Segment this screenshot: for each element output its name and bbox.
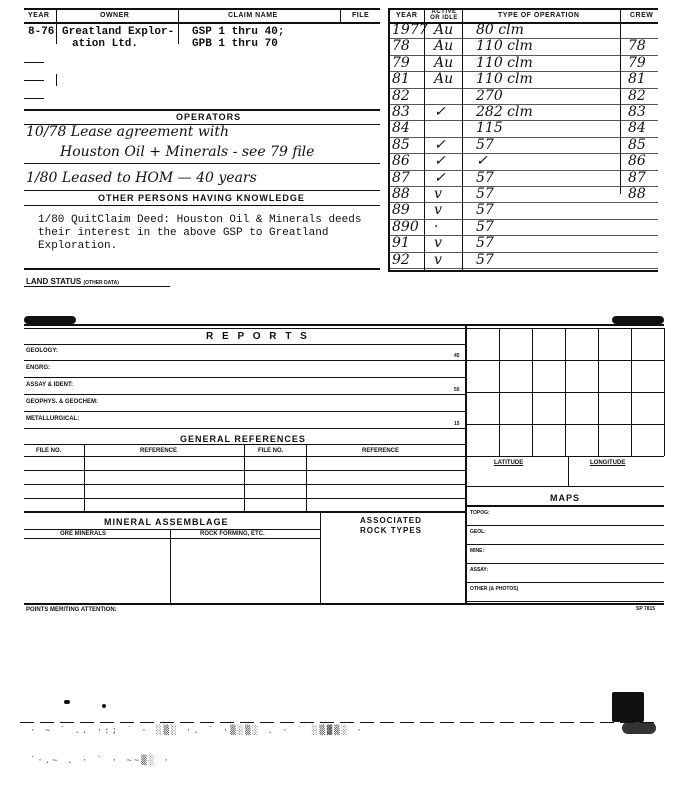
operator-note-2: Houston Oil + Minerals - see 79 file	[60, 144, 315, 160]
ops-status-2: Au	[434, 54, 454, 71]
ops-status-5: ✓	[434, 104, 446, 120]
operator-note-3: 1/80 Leased to HOM — 40 years	[26, 170, 257, 186]
ops-type-0: 80 clm	[476, 22, 524, 38]
ops-year-4: 82	[392, 87, 410, 104]
associated-label: ASSOCIATED	[360, 516, 422, 525]
ref-col-reference: REFERENCE	[140, 448, 178, 454]
owner-row-claim: GSP 1 thru 40;	[192, 26, 285, 38]
report-row-label-3: GEOPHYS. & GEOCHEM:	[26, 399, 99, 405]
ops-crew-4: 82	[628, 87, 646, 104]
maps-title: MAPS	[550, 493, 581, 503]
map-row-label-1: GEOL:	[470, 529, 486, 535]
report-row-num-0: 45	[454, 353, 460, 359]
ops-year-8: 86	[392, 153, 410, 170]
ops-status-14: v	[434, 251, 442, 268]
ops-type-11: 57	[476, 202, 494, 219]
knowledge-note: 1/80 QuitClaim Deed: Houston Oil & Minerals deeds their interest in the above GSP to Greatland Exploration.	[38, 214, 362, 252]
ops-year-10: 88	[392, 186, 410, 202]
operator-note-1: 10/78 Lease agreement with	[26, 124, 229, 140]
ops-year-11: 89	[392, 202, 410, 219]
ops-type-9: 57	[476, 169, 494, 186]
ops-year-0: 1977	[392, 22, 428, 38]
mineral-assemblage-title: MINERAL ASSEMBLAGE	[104, 517, 229, 527]
rock-forming-label: ROCK FORMING, ETC.	[200, 531, 265, 537]
ops-type-7: 57	[476, 136, 494, 153]
report-row-label-2: ASSAY & IDENT:	[26, 382, 74, 388]
ops-crew-5: 83	[628, 104, 646, 120]
map-row-label-0: TOPOG:	[470, 510, 490, 516]
knowledge-label: OTHER PERSONS HAVING KNOWLEDGE	[98, 193, 305, 203]
scan-blot-2	[622, 722, 656, 734]
ops-crew-2: 79	[628, 54, 646, 71]
col-claim-header: CLAIM NAME	[228, 12, 278, 19]
ref-col-file-no: FILE NO.	[36, 448, 62, 454]
ops-type-13: 57	[476, 235, 494, 252]
ref-col-reference-2: REFERENCE	[362, 448, 400, 454]
ops-type-8: ✓	[476, 153, 488, 170]
ops-status-8: ✓	[434, 153, 446, 170]
owner-row2-claim: GPB 1 thru 70	[192, 38, 278, 50]
ops-type-12: 57	[476, 218, 494, 235]
crew-header: CREW	[630, 12, 654, 19]
punch-mark-right	[612, 316, 664, 324]
ops-status-9: ✓	[434, 169, 446, 186]
ops-crew-9: 87	[628, 169, 646, 186]
ops-year-1: 78	[392, 38, 410, 55]
ops-crew-7: 85	[628, 136, 646, 153]
operators-label: OPERATORS	[176, 112, 242, 122]
ops-status-1: Au	[434, 38, 454, 55]
type-operation-header: TYPE OF OPERATION	[498, 12, 580, 19]
ops-year-2: 79	[392, 54, 410, 71]
report-row-num-2: 50	[454, 387, 460, 393]
scan-specks: · ~ ˙ .. ·:; ˙ · ░▒░ ·. ˙ ·▒░▒░ . · ˙ ░▒▓▒░ ·	[30, 726, 364, 736]
map-row-label-2: MINE:	[470, 548, 485, 554]
ops-status-3: Au	[434, 71, 454, 88]
punch-mark-left	[24, 316, 76, 324]
longitude-label: LONGITUDE	[590, 460, 626, 466]
ore-minerals-label: ORE MINERALS	[60, 531, 107, 537]
report-row-label-1: ENGRG:	[26, 365, 50, 371]
reports-title: R E P O R T S	[206, 331, 310, 342]
map-row-label-4: OTHER (& PHOTOS)	[470, 586, 519, 592]
owner-row-year: 8-76	[28, 26, 55, 38]
report-row-label-4: METALLURGICAL:	[26, 416, 80, 422]
general-references-title: GENERAL REFERENCES	[180, 434, 306, 444]
ops-type-2: 110 clm	[476, 54, 533, 71]
form-number: SP 7815	[636, 606, 656, 612]
owner-row2-owner: ation Ltd.	[72, 38, 139, 50]
owner-row-owner: Greatland Explor-	[62, 26, 175, 38]
ops-status-0: Au	[434, 22, 454, 38]
points-meriting-attention-label: POINTS MERITING ATTENTION:	[26, 607, 117, 613]
active-idle-header: ACTIVE OR IDLE	[430, 9, 458, 21]
latitude-label: LATITUDE	[494, 460, 524, 466]
rock-types-label: ROCK TYPES	[360, 526, 423, 535]
ops-year-6: 84	[392, 120, 410, 137]
ops-type-10: 57	[476, 186, 494, 202]
ops-crew-6: 84	[628, 120, 646, 137]
ops-type-4: 270	[476, 87, 503, 104]
land-status-label: LAND STATUS (OTHER DATA)	[26, 277, 119, 286]
ops-type-6: 115	[476, 120, 503, 137]
ops-year-5: 83	[392, 104, 410, 120]
ops-crew-10: 88	[628, 186, 646, 202]
ops-status-11: v	[434, 202, 442, 219]
year-header: YEAR	[396, 12, 418, 19]
col-owner-header: OWNER	[100, 12, 130, 19]
report-row-num-4: 15	[454, 421, 460, 427]
ops-year-14: 92	[392, 251, 410, 268]
ops-type-1: 110 clm	[476, 38, 533, 55]
ops-year-12: 890	[392, 218, 419, 235]
ops-type-5: 282 clm	[476, 104, 533, 120]
ops-status-10: v	[434, 186, 442, 202]
ops-year-7: 85	[392, 136, 410, 153]
ops-crew-8: 86	[628, 153, 646, 170]
scan-specks-2: ˙·.~ . · ˙ · ~~▒░ ·	[30, 756, 171, 766]
map-row-label-3: ASSAY:	[470, 567, 489, 573]
ops-type-3: 110 clm	[476, 71, 533, 88]
col-year-header: YEAR	[28, 12, 50, 19]
ops-crew-3: 81	[628, 71, 646, 88]
scan-blot	[612, 692, 644, 722]
ref-col-file-no-2: FILE NO.	[258, 448, 284, 454]
ops-year-9: 87	[392, 169, 410, 186]
ops-type-14: 57	[476, 251, 494, 268]
report-row-label-0: GEOLOGY:	[26, 348, 58, 354]
col-file-header: FILE	[352, 12, 370, 19]
ops-status-7: ✓	[434, 136, 446, 153]
ops-year-3: 81	[392, 71, 410, 88]
ops-year-13: 91	[392, 235, 410, 252]
ops-status-13: v	[434, 235, 442, 252]
ops-status-12: ·	[434, 218, 439, 235]
ops-crew-1: 78	[628, 38, 646, 55]
